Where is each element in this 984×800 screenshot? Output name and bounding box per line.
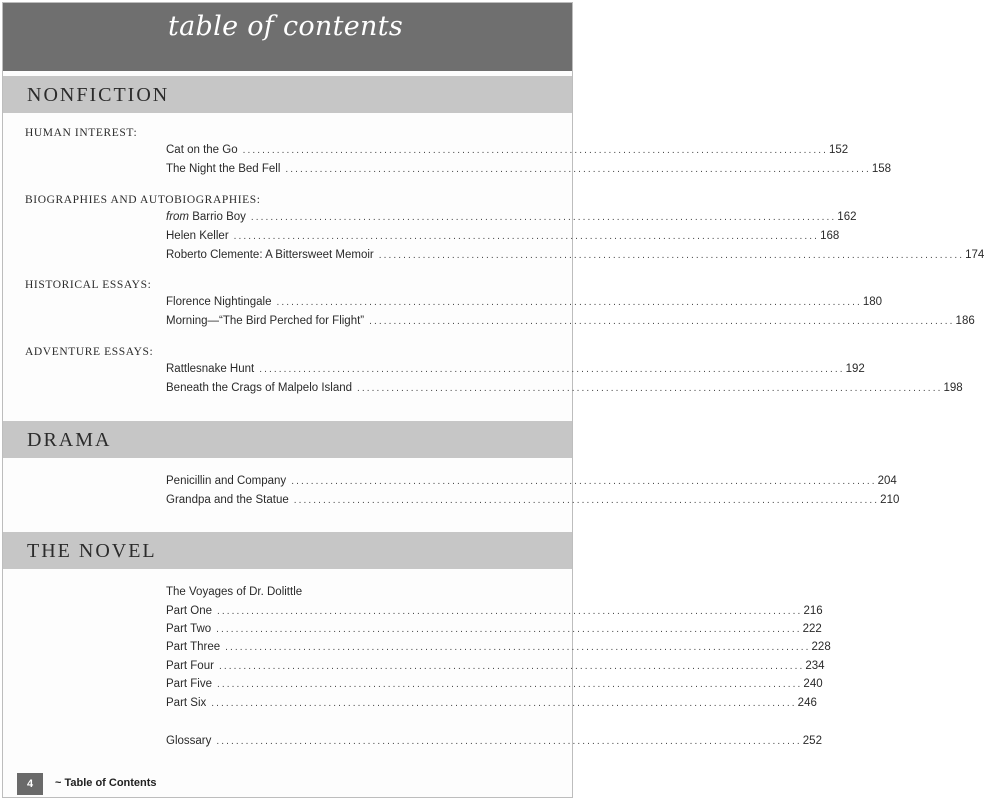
entry-page: 152 (829, 144, 849, 156)
group-label-historical-essays: HISTORICAL ESSAYS: (25, 279, 152, 291)
toc-entry-glossary[interactable] (166, 735, 822, 751)
leader-dots: ........................................................................................................................ (378, 250, 965, 261)
entry-title: Cat on the Go (166, 144, 238, 156)
entry-page: 174 (965, 249, 984, 261)
entry-page: 240 (803, 678, 823, 690)
entry-title: Part Four (166, 660, 214, 672)
section-header-nonfiction (3, 76, 572, 113)
leader-dots: ........................................................................................................................ (250, 212, 837, 223)
toc-entry[interactable] (166, 641, 831, 657)
toc-entry[interactable] (166, 678, 823, 694)
book-title: The Voyages of Dr. Dolittle (166, 586, 303, 598)
entry-page: 228 (811, 641, 831, 653)
entry-page: 198 (943, 382, 963, 394)
page-title: table of contents (168, 11, 404, 42)
entry-page: 252 (802, 735, 822, 747)
entry-title: Part Two (166, 623, 212, 635)
entry-title (166, 211, 246, 223)
entry-title: Rattlesnake Hunt (166, 363, 255, 375)
entry-title: Florence Nightingale (166, 296, 272, 308)
toc-entry[interactable] (166, 249, 984, 265)
toc-entry[interactable] (166, 230, 840, 246)
toc-entry[interactable] (166, 475, 897, 491)
toc-entry[interactable] (166, 144, 849, 160)
group-label-biographies: BIOGRAPHIES AND AUTOBIOGRAPHIES: (25, 194, 261, 206)
entry-title: Penicillin and Company (166, 475, 287, 487)
footer-page-number: 4 (17, 773, 43, 795)
toc-entry[interactable] (166, 211, 857, 227)
leader-dots: ........................................................................................................................ (291, 476, 877, 487)
toc-entry[interactable] (166, 660, 825, 676)
entry-title: Morning—“The Bird Perched for Flight” (166, 315, 365, 327)
entry-title: Helen Keller (166, 230, 229, 242)
leader-dots: ........................................................................................................................ (216, 624, 802, 635)
entry-page: 162 (837, 211, 857, 223)
leader-dots: ........................................................................................................................ (293, 495, 880, 506)
toc-entry[interactable] (166, 382, 963, 398)
footer-label: ~ Table of Contents (55, 777, 157, 789)
toc-entry[interactable] (166, 605, 823, 621)
toc-entry[interactable] (166, 296, 883, 312)
entry-page: 234 (805, 660, 825, 672)
entry-title: Glossary (166, 735, 212, 747)
entry-page: 192 (845, 363, 865, 375)
entry-page: 180 (862, 296, 883, 308)
leader-dots: ........................................................................................................................ (242, 145, 829, 156)
entry-page: 222 (802, 623, 822, 635)
leader-dots: ........................................................................................................................ (285, 164, 871, 175)
entry-title: Part Five (166, 678, 213, 690)
leader-dots: ........................................................................................................................ (369, 316, 955, 327)
leader-dots: ........................................................................................................................ (217, 606, 803, 617)
leader-dots: ........................................................................................................................ (217, 679, 803, 690)
leader-dots: ........................................................................................................................ (357, 383, 943, 394)
leader-dots: ........................................................................................................................ (216, 736, 802, 747)
toc-entry[interactable] (166, 315, 975, 331)
entry-title: Part One (166, 605, 213, 617)
entry-page: 158 (871, 163, 892, 175)
toc-entry[interactable] (166, 697, 817, 713)
entry-page: 216 (803, 605, 823, 617)
toc-entry[interactable] (166, 363, 865, 379)
entry-title: Roberto Clemente: A Bittersweet Memoir (166, 249, 374, 261)
entry-page: 168 (820, 230, 840, 242)
entry-page: 186 (955, 315, 975, 327)
section-title: DRAMA (27, 429, 112, 451)
section-header-drama (3, 421, 572, 458)
section-header-the-novel (3, 532, 572, 569)
header-band (3, 3, 572, 71)
entry-title: Part Three (166, 641, 221, 653)
leader-dots: ........................................................................................................................ (259, 364, 845, 375)
entry-title: Beneath the Crags of Malpelo Island (166, 382, 353, 394)
entry-title-text: Barrio Boy (189, 211, 246, 223)
entry-page: 210 (880, 494, 900, 506)
toc-entry[interactable] (166, 623, 822, 639)
leader-dots: ........................................................................................................................ (218, 661, 805, 672)
section-title: THE NOVEL (27, 540, 157, 562)
document-page (2, 2, 984, 798)
group-label-adventure-essays: ADVENTURE ESSAYS: (25, 346, 154, 358)
entry-title: The Night the Bed Fell (166, 163, 281, 175)
entry-page: 204 (877, 475, 897, 487)
entry-title: Part Six (166, 697, 207, 709)
leader-dots: ........................................................................................................................ (211, 698, 797, 709)
group-label-human-interest: HUMAN INTEREST: (25, 127, 138, 139)
entry-title-prefix: from (166, 211, 189, 223)
entry-title: Grandpa and the Statue (166, 494, 289, 506)
leader-dots: ........................................................................................................................ (225, 642, 811, 653)
section-title: NONFICTION (27, 84, 170, 106)
leader-dots: ........................................................................................................................ (233, 231, 820, 242)
toc-entry[interactable] (166, 494, 900, 510)
entry-page: 246 (797, 697, 817, 709)
leader-dots: ........................................................................................................................ (276, 297, 862, 308)
toc-entry[interactable] (166, 163, 892, 179)
